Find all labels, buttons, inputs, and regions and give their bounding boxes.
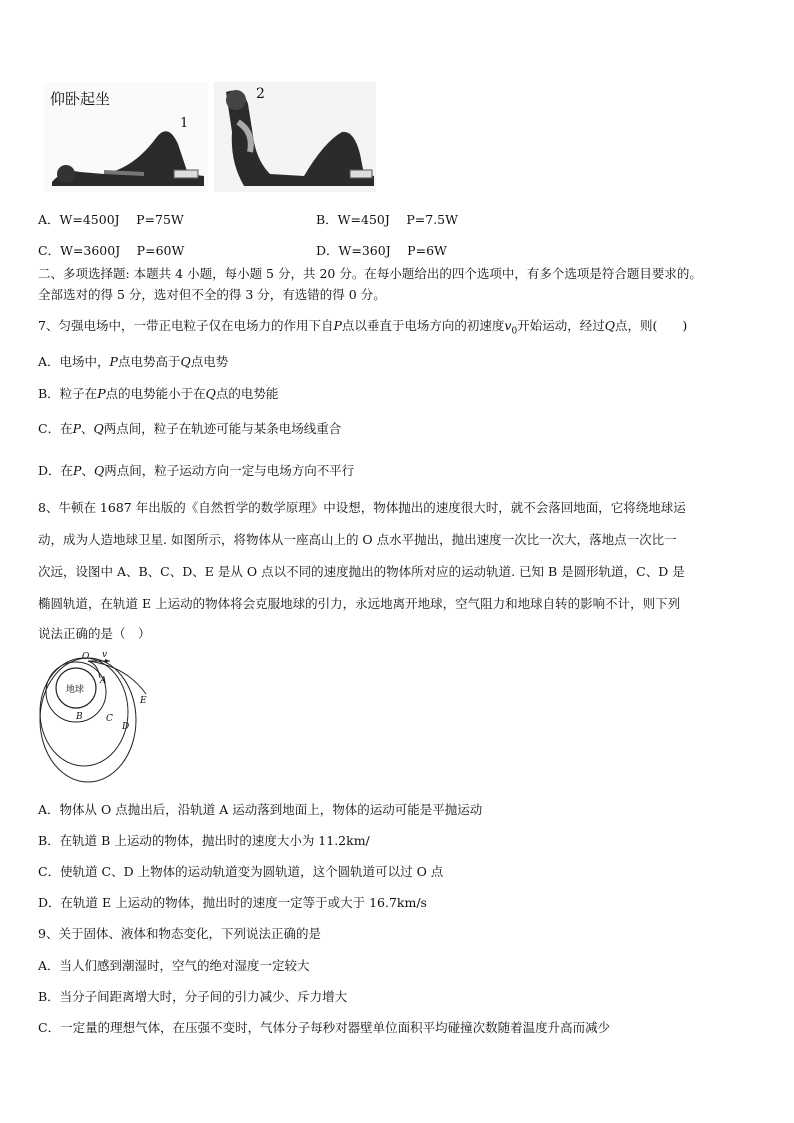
orbit-b-label: B bbox=[76, 712, 83, 722]
option-text: 点的电势能小于在 bbox=[105, 386, 206, 401]
q7-stem bbox=[38, 318, 687, 340]
orbit-c-label: C bbox=[106, 714, 113, 724]
figure-label-2: 2 bbox=[256, 86, 265, 102]
q8-option-d: D．在轨道 E 上运动的物体，抛出时的速度一定等于或大于 16.7km/s bbox=[38, 895, 427, 910]
situp-photo-2 bbox=[214, 82, 376, 192]
point-p: P bbox=[97, 386, 106, 401]
q8-stem-line5: 说法正确的是（ ） bbox=[38, 626, 151, 641]
option-text: A．电场中， bbox=[38, 354, 110, 369]
q6-option-a: A．W=4500J P=75W bbox=[38, 212, 184, 227]
q7-point-p: P bbox=[333, 318, 342, 333]
q8-option-a: A．物体从 O 点抛出后，沿轨道 A 运动落到地面上，物体的运动可能是平抛运动 bbox=[38, 802, 483, 817]
figure-caption: 仰卧起坐 bbox=[50, 90, 111, 108]
q8-option-c: C．使轨道 C、D 上物体的运动轨道变为圆轨道，这个圆轨道可以过 O 点 bbox=[38, 864, 444, 879]
q6-option-c: C．W=3600J P=60W bbox=[38, 243, 185, 258]
q6-option-d: D．W=360J P=6W bbox=[316, 243, 447, 258]
option-text: 点的电势能 bbox=[215, 386, 279, 401]
q7-option-c bbox=[38, 421, 341, 437]
q7-v0-sub: 0 bbox=[511, 326, 518, 337]
orbit-e-label: E bbox=[140, 696, 147, 706]
orbit-e bbox=[88, 661, 146, 694]
situp-photo-1 bbox=[44, 82, 208, 192]
option-text: 两点间，粒子在轨迹可能与某条电场线重合 bbox=[103, 421, 342, 436]
option-text: C．在 bbox=[38, 421, 73, 436]
q6-option-b: B．W=450J P=7.5W bbox=[316, 212, 458, 227]
q7-stem-part: 点以垂直于电场方向的初速度 bbox=[341, 318, 505, 333]
option-text: D．在 bbox=[38, 463, 74, 478]
q9-option-a: A．当人们感到潮湿时，空气的绝对湿度一定较大 bbox=[38, 958, 310, 973]
orbit-diagram-svg bbox=[36, 652, 160, 784]
point-p: P bbox=[72, 421, 81, 436]
q8-option-b: B．在轨道 B 上运动的物体，抛出时的速度大小为 11.2km/ bbox=[38, 833, 370, 848]
q7-option-b bbox=[38, 386, 278, 402]
point-p: P bbox=[109, 354, 118, 369]
point-o-label: O bbox=[82, 652, 90, 662]
velocity-label: v bbox=[102, 650, 108, 660]
orbit-d-label: D bbox=[122, 722, 130, 732]
point-p: P bbox=[73, 463, 82, 478]
q8-stem-line2: 动，成为人造地球卫星. 如图所示，将物体从一座高山上的 O 点水平抛出，抛出速度一次比一次大，落地点一次比一 bbox=[38, 532, 677, 547]
option-text: B．粒子在 bbox=[38, 386, 98, 401]
separator: 、 bbox=[81, 463, 94, 478]
q7-point-q: Q bbox=[604, 318, 615, 333]
q7-option-d bbox=[38, 463, 354, 479]
option-text: 两点间，粒子运动方向一定与电场方向不平行 bbox=[104, 463, 355, 478]
q9-option-c: C．一定量的理想气体，在压强不变时，气体分子每秒对器壁单位面积平均碰撞次数随着温度升高而减少 bbox=[38, 1020, 611, 1035]
q7-stem-part: 点，则( ) bbox=[614, 318, 688, 333]
point-q: Q bbox=[93, 421, 104, 436]
q9-option-b: B．当分子间距离增大时，分子间的引力减少、斥力增大 bbox=[38, 989, 348, 1004]
q7-stem-part: 开始运动，经过 bbox=[517, 318, 605, 333]
point-q: Q bbox=[180, 354, 191, 369]
section2-line2: 全部选对的得 5 分，选对但不全的得 3 分，有选错的得 0 分。 bbox=[38, 287, 386, 302]
q8-stem-line3: 次远，设图中 A、B、C、D、E 是从 O 点以不同的速度抛出的物体所对应的运动轨道. 已知 B 是圆形轨道，C、D 是 bbox=[38, 564, 685, 579]
q9-stem: 9、关于固体、液体和物态变化，下列说法正确的是 bbox=[38, 926, 321, 941]
figure-label-1: 1 bbox=[180, 116, 189, 131]
q7-stem-part: 7、匀强电场中，一带正电粒子仅在电场力的作用下自 bbox=[38, 318, 334, 333]
q8-stem-line4: 椭圆轨道，在轨道 E 上运动的物体将会克服地球的引力，永远地离开地球，空气阻力和地球自转的影响不计，则下列 bbox=[38, 596, 681, 611]
separator: 、 bbox=[81, 421, 94, 436]
q8-stem-line1: 8、牛顿在 1687 年出版的《自然哲学的数学原理》中设想，物体抛出的速度很大时，就不会落回地面，它将绕地球运 bbox=[38, 500, 686, 515]
orbit-diagram bbox=[36, 652, 160, 784]
option-text: 点电势高于 bbox=[117, 354, 181, 369]
point-q: Q bbox=[205, 386, 216, 401]
point-q: Q bbox=[93, 463, 105, 478]
orbit-a bbox=[88, 661, 100, 678]
q7-option-a bbox=[38, 354, 228, 370]
section2-line1: 二、多项选择题: 本题共 4 小题，每小题 5 分，共 20 分。在每小题给出的四个选项中，有多个选项是符合题目要求的。 bbox=[38, 266, 702, 281]
q7-v0: v bbox=[504, 318, 512, 333]
earth-label: 地球 bbox=[66, 685, 85, 695]
orbit-a-label: A bbox=[100, 676, 107, 686]
option-text: 点电势 bbox=[190, 354, 229, 369]
